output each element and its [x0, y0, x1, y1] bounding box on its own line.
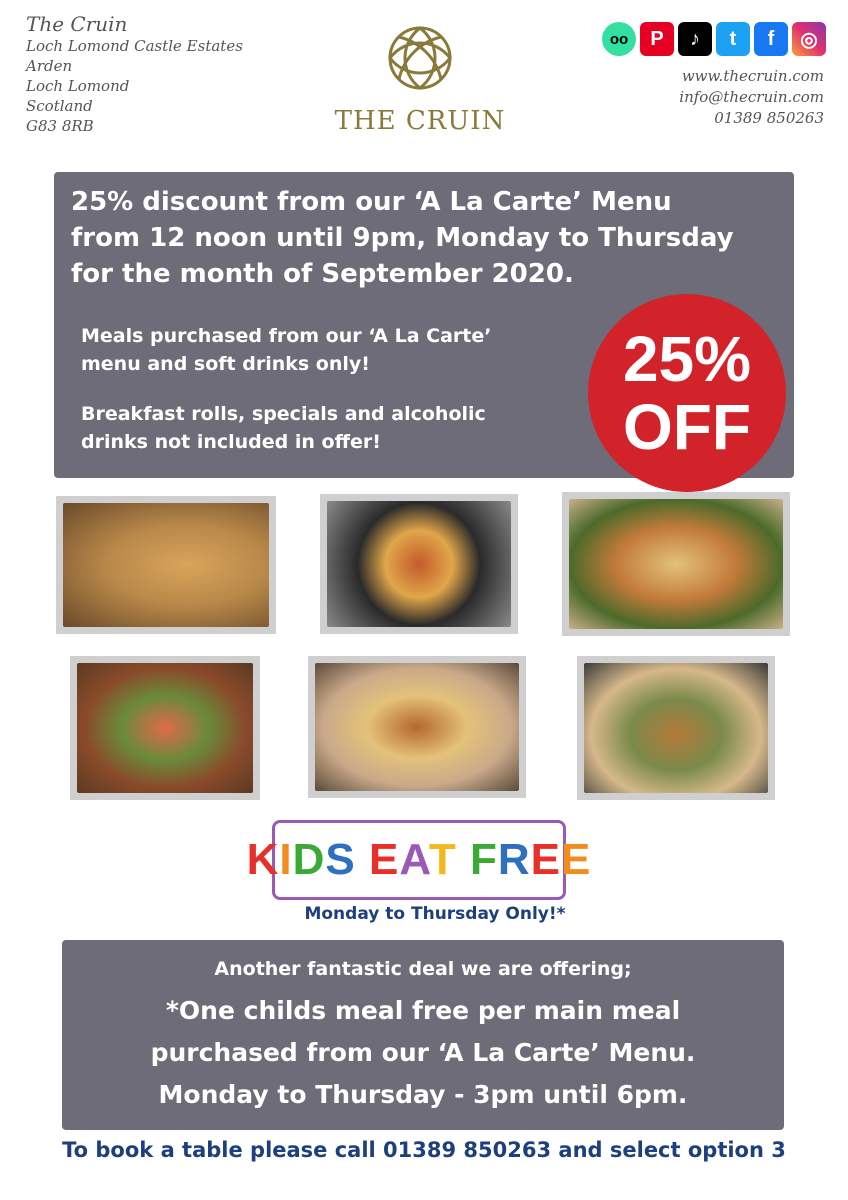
- food-photo-fish-salad: [577, 656, 775, 800]
- kids-title-letter: [356, 835, 369, 884]
- kids-title-letter: F: [470, 835, 498, 884]
- food-photo-fish-and-chips: [56, 496, 276, 634]
- food-photo-nachos: [320, 494, 518, 634]
- website-link[interactable]: www.thecruin.com: [681, 67, 824, 85]
- kids-deal-panel: [62, 940, 784, 1130]
- kids-title-letter: I: [279, 835, 293, 884]
- discount-headline: [71, 184, 734, 292]
- discount-note-meals: [81, 322, 491, 378]
- contact-block: [679, 66, 824, 129]
- kids-eat-free-title: [247, 835, 592, 885]
- email-link[interactable]: info@thecruin.com: [679, 88, 824, 106]
- knot-emblem-icon: [380, 18, 460, 98]
- deal-line: purchased from our ‘A La Carte’ Menu.: [150, 1038, 696, 1067]
- deal-line: *One childs meal free per main meal: [165, 996, 681, 1025]
- badge-percent: 25%: [622, 323, 752, 395]
- deal-line: Monday to Thursday - 3pm until 6pm.: [158, 1080, 688, 1109]
- kids-title-letter: S: [325, 835, 356, 884]
- headline-line: from 12 noon until 9pm, Monday to Thursday: [71, 223, 734, 253]
- food-photo-salad: [70, 656, 260, 800]
- address-line: Loch Lomond Castle Estates: [26, 37, 243, 55]
- twitter-icon[interactable]: t: [716, 22, 750, 56]
- instagram-icon[interactable]: ◎: [792, 22, 826, 56]
- note-line: Breakfast rolls, specials and alcoholic: [81, 403, 486, 425]
- address-block: [26, 12, 243, 136]
- kids-title-letter: T: [428, 835, 457, 884]
- note-line: drinks not included in offer!: [81, 431, 381, 453]
- note-line: menu and soft drinks only!: [81, 353, 370, 375]
- kids-title-letter: E: [369, 835, 400, 884]
- badge-off: OFF: [623, 391, 751, 463]
- tripadvisor-icon[interactable]: oo: [602, 22, 636, 56]
- deal-intro: Another fantastic deal we are offering;: [214, 958, 632, 980]
- tiktok-icon[interactable]: ♪: [678, 22, 712, 56]
- address-line: G83 8RB: [26, 117, 94, 135]
- food-photo-chicken-bites: [308, 656, 526, 798]
- social-links: [602, 22, 826, 56]
- food-photo-scampi: [562, 492, 790, 636]
- pinterest-icon[interactable]: P: [640, 22, 674, 56]
- kids-title-letter: R: [497, 835, 531, 884]
- address-line: Arden: [26, 57, 73, 75]
- kids-eat-free-subtitle: Monday to Thursday Only!*: [304, 904, 566, 924]
- kids-title-letter: E: [530, 835, 562, 884]
- logo-wordmark: THE CRUIN: [334, 106, 506, 136]
- venue-name: The Cruin: [26, 12, 128, 36]
- booking-instructions: To book a table please call 01389 850263 and select option 3: [62, 1138, 786, 1162]
- cruin-logo: [330, 18, 510, 136]
- kids-title-letter: [457, 835, 470, 884]
- address-line: Scotland: [26, 97, 93, 115]
- address-line: Loch Lomond: [26, 77, 130, 95]
- discount-note-exclusions: [81, 400, 486, 456]
- discount-badge: [588, 294, 786, 492]
- headline-line: 25% discount from our ‘A La Carte’ Menu: [71, 187, 672, 217]
- kids-title-letter: D: [292, 835, 326, 884]
- note-line: Meals purchased from our ‘A La Carte’: [81, 325, 492, 347]
- headline-line: for the month of September 2020.: [71, 259, 574, 289]
- kids-title-letter: K: [246, 835, 280, 884]
- kids-title-letter: E: [561, 835, 592, 884]
- facebook-icon[interactable]: f: [754, 22, 788, 56]
- kids-title-letter: A: [399, 835, 429, 884]
- phone-number: 01389 850263: [714, 109, 824, 127]
- kids-eat-free-banner: [246, 820, 592, 900]
